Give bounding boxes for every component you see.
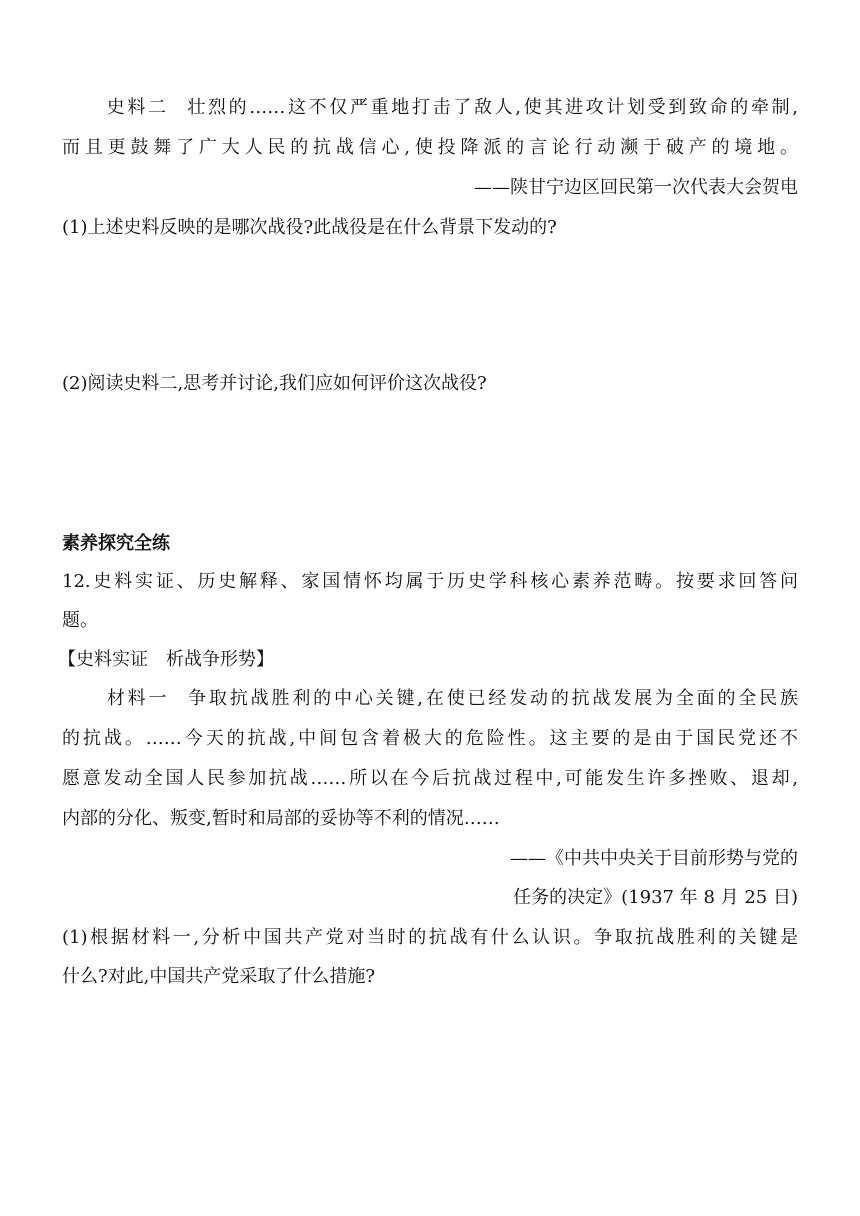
sub-heading: 【史料实证 析战争形势】 xyxy=(58,649,274,670)
material-2-line-1 xyxy=(62,96,798,120)
material-1-source-2: 任务的决定》(1937 年 8 月 25 日) xyxy=(513,887,798,908)
material-2-text-1: 壮烈的……这不仅严重地打击了敌人,使其进攻计划受到致命的牵制, xyxy=(184,97,798,118)
question-12-line-1: 12.史料实证、历史解释、家国情怀均属于历史学科核心素养范畴。按要求回答问 xyxy=(62,571,798,592)
material-1-text-1: 争取抗战胜利的中心关键,在使已经发动的抗战发展为全面的全民族 xyxy=(185,688,799,709)
practice-question-1-line-2: 什么?对此,中国共产党采取了什么措施? xyxy=(62,966,376,987)
question-1: (1)上述史料反映的是哪次战役?此战役是在什么背景下发动的? xyxy=(62,217,557,238)
material-1-label: 材料一 xyxy=(104,688,170,709)
material-1-source-1: ——《中共中央关于目前形势与党的 xyxy=(510,848,798,869)
material-2-line-2: 而且更鼓舞了广大人民的抗战信心,使投降派的言论行动濒于破产的境地。 xyxy=(62,137,798,158)
material-2-source: ——陕甘宁边区回民第一次代表大会贺电 xyxy=(474,177,798,198)
practice-question-1-line-1: (1)根据材料一,分析中国共产党对当时的抗战有什么认识。争取抗战胜利的关键是 xyxy=(62,927,798,948)
material-1-line-4: 内部的分化、叛变,暂时和局部的妥协等不利的情况…… xyxy=(62,808,500,829)
material-1-line-2: 的抗战。……今天的抗战,中间包含着极大的危险性。这主要的是由于国民党还不 xyxy=(62,728,798,749)
material-2-label: 史料二 xyxy=(104,97,169,118)
question-2: (2)阅读史料二,思考并讨论,我们应如何评价这次战役? xyxy=(62,373,487,394)
material-1-line-1 xyxy=(62,687,798,711)
material-1-line-3: 愿意发动全国人民参加抗战……所以在今后抗战过程中,可能发生许多挫败、退却, xyxy=(62,768,798,789)
section-heading: 素养探究全练 xyxy=(62,533,170,554)
question-12-line-2: 题。 xyxy=(62,610,98,631)
